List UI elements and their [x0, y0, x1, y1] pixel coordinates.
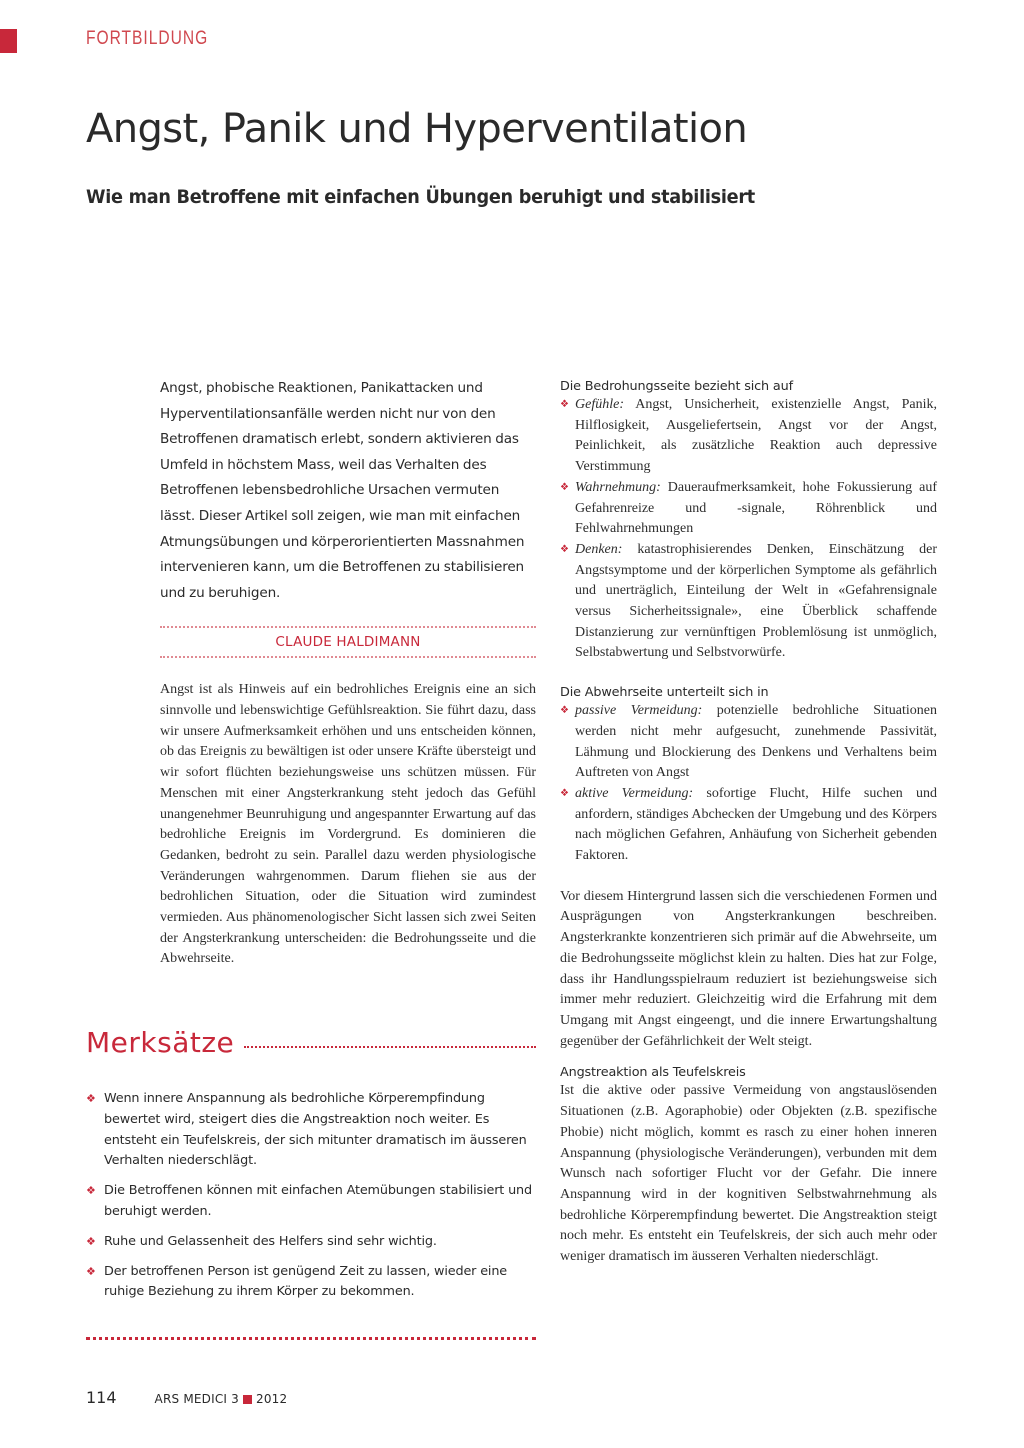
lead-paragraph: Angst, phobische Reaktionen, Panikattacken und Hyperventilationsanfälle werden nicht nur von den Betroffenen dramatisch erlebt, sondern aktivieren das Umfeld in höchstem Mass, weil das Verhalten des Betroffenen lebensbedrohliche Ursachen vermuten lässt. Dieser Artikel soll zeigen, wie man mit einfachen Atmungsübungen und körperorientierten Massnahmen intervenieren kann, um die Betroffenen zu stabilisieren und zu beruhigen. [160, 380, 525, 601]
abwehr-heading: Die Abwehrseite unterteilt sich in [560, 685, 769, 701]
dotted-divider [244, 1046, 536, 1048]
list-item: ❖ Wahrnehmung: Daueraufmerksamkeit, hohe Fokussierung auf Gefahrenreize und -signale, Röhrenblick und Fehlwahrnehmungen [560, 479, 937, 537]
list-item: ❖ aktive Vermeidung: sofortige Flucht, Hilfe suchen und anfordern, ständiges Abchecken der Umgebung und des Körpers nach möglichen Gefahren, Anhäufung von Sicherheit gebenden Faktoren. [560, 785, 938, 864]
diamond-bullet-icon: ❖ [86, 1264, 96, 1278]
intro-paragraph: Angst ist als Hinweis auf ein bedrohliches Ereignis eine an sich sinnvolle und lebenswichtige Gefühlsreaktion. Sie führt dazu, dass wir unsere Aufmerksamkeit erhöhen und uns entscheiden können, ob das Ereignis zu bewältigen ist oder unsere Kräfte übersteigt und wir sofort flüchten beziehungsweise uns schützen müssen. Für Menschen mit einer Angsterkrankung steht jedoch das Gefühl unangenehmer Beunruhigung und angespannter Erwartung auf das bedrohliche Ereignis im Vordergrund. Es dominieren die Gedanken, bedroht zu sein. Parallel dazu werden physiologische Veränderungen wahrgenommen. Darum fliehen sie aus der bedrohlichen Situation, oder die Situation wird zumindest vermieden. Aus phänomenologischer Sicht lassen sich zwei Seiten der Angsterkrankung unterscheiden: die Bedrohungsseite und die Abwehrseite. [160, 682, 536, 967]
list-item: ❖ Wenn innere Anspannung als bedrohliche Körperempfindung bewertet wird, steigert dies die Angstreaktion noch weiter. Es entsteht ein Teufelskreis, der sich mitunter dramatisch im äusseren Verhalten niederschlägt. [86, 1091, 527, 1169]
journal-name: ARS MEDICI 3 [154, 1392, 240, 1406]
journal-info [155, 1392, 288, 1406]
diamond-bullet-icon: ❖ [560, 399, 569, 410]
teufelskreis-heading: Angstreaktion als Teufelskreis [560, 1065, 746, 1081]
author-name: CLAUDE HALDIMANN [275, 634, 421, 651]
diamond-bullet-icon: ❖ [560, 481, 569, 493]
dotted-divider-bottom [86, 1337, 536, 1340]
article-subtitle: Wie man Betroffene mit einfachen Übungen beruhigt und stabilisiert [86, 186, 755, 208]
section-label: FORTBILDUNG [86, 28, 209, 49]
list-item: ❖ Gefühle: Angst, Unsicherheit, existenzielle Angst, Panik, Hilflosigkeit, Ausgeliefertsein, Angst vor der Angst, Peinlichkeit, als zusätzliche Reaktion auch depressive Verstimmung [560, 397, 937, 475]
left-column [160, 376, 536, 970]
merksaetze-heading [86, 1026, 536, 1059]
bedrohung-list [560, 395, 937, 664]
diamond-bullet-icon: ❖ [86, 1234, 96, 1248]
article-title: Angst, Panik und Hyperventilation [86, 106, 748, 152]
diamond-bullet-icon: ❖ [560, 787, 569, 799]
abwehr-list [560, 701, 937, 867]
diamond-bullet-icon: ❖ [86, 1184, 96, 1198]
merksaetze-title: Merksätze [86, 1026, 235, 1059]
diamond-bullet-icon: ❖ [560, 543, 569, 555]
list-item: ❖ Ruhe und Gelassenheit des Helfers sind sehr wichtig. [86, 1232, 536, 1253]
square-separator-icon [243, 1395, 252, 1404]
background-paragraph: Vor diesem Hintergrund lassen sich die verschiedenen Formen und Ausprägungen von Angsterkrankungen beschreiben. Angsterkrankte konzentrieren sich primär auf die Abwehrseite, um die Bedrohungsseite möglichst klein zu halten. Dies hat zur Folge, dass ihr Handlungsspielraum reduziert ist beziehungsweise sich immer mehr reduziert. Gleichzeitig wird die Erfahrung mit dem Umgang mit Angst eingeengt, und die innere Erwartungshaltung gegenüber der Gefährlichkeit der Welt steigt. [560, 888, 937, 1049]
list-item: ❖ Die Betroffenen können mit einfachen Atemübungen stabilisiert und beruhigt werden. [86, 1183, 532, 1219]
bedrohung-heading: Die Bedrohungsseite bezieht sich auf [560, 379, 793, 394]
diamond-bullet-icon: ❖ [86, 1092, 96, 1105]
section-marker [0, 29, 17, 53]
list-item: ❖ Denken: katastrophisierendes Denken, Einschätzung der Angstsymptome und der körperlichen Symptome als gefährlich und unerträglich, Einteilung der Welt in «Gefahrensignale versus Sicherheitssignale», eine Überblick schaffende Distanzierung zur vernünftigen Problemlösung ist unmöglich, Selbstabwertung und Selbstvorwürfe. [560, 541, 937, 661]
diamond-bullet-icon: ❖ [560, 705, 569, 717]
byline-box [160, 626, 536, 658]
teufelskreis-paragraph: Ist die aktive oder passive Vermeidung von angstauslösenden Situationen (z.B. Agoraphobie) oder Objekten (z.B. spezifische Phobie) nicht möglich, kommt es rasch zu einer hohen inneren Anspannung (physiologische Veränderungen), verbunden mit dem Wunsch nach sofortiger Flucht vor der Gefahr. Die innere Anspannung wird in der kognitiven Selbstwahrnehmung als bedrohliche Körperempfindung bewertet. Die Angstreaktion steigt noch mehr. Es entsteht ein Teufelskreis, der sich auch mehr oder weniger dramatisch im äusseren Verhalten niederschlägt. [560, 1083, 937, 1265]
page-number: 114 [86, 1388, 117, 1407]
list-item: ❖ passive Vermeidung: potenzielle bedrohliche Situationen werden nicht mehr aufgesucht, zunehmende Passivität, Lähmung und Blockierung des Denkens und Verhaltens beim Auftreten von Angst [560, 703, 937, 781]
list-item: ❖ Der betroffenen Person ist genügend Zeit zu lassen, wieder eine ruhige Beziehung zu ihrem Körper zu bekommen. [86, 1263, 508, 1300]
merksaetze-box [86, 1026, 536, 1312]
right-column [560, 378, 937, 1268]
journal-year: 2012 [256, 1392, 288, 1406]
merksaetze-list [86, 1089, 536, 1303]
page-footer [86, 1388, 287, 1407]
